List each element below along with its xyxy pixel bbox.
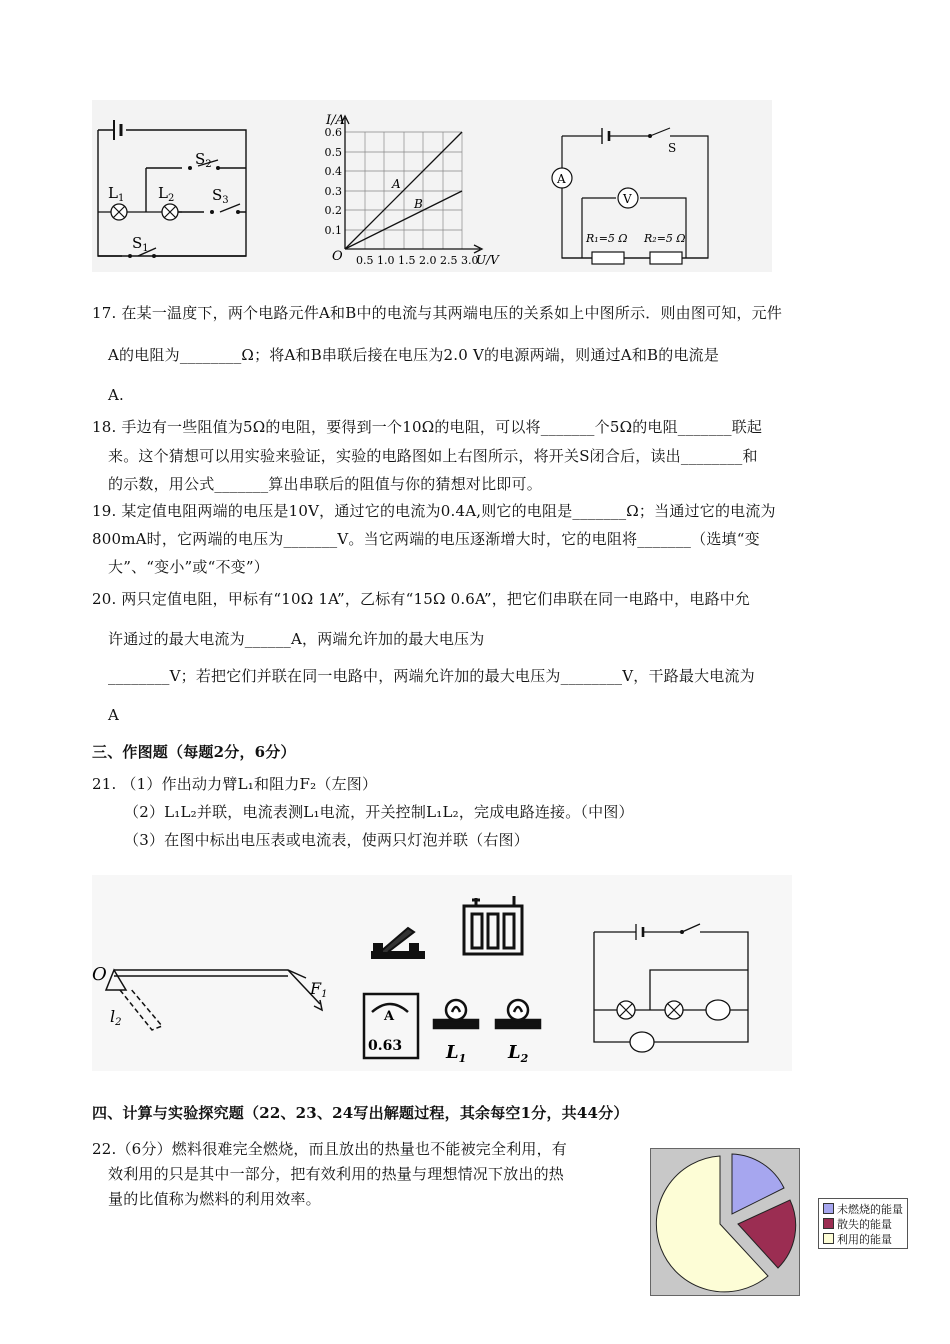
r2-label: R₂=5 Ω xyxy=(644,232,686,245)
meter-scale: 0.63 xyxy=(368,1038,403,1054)
y-tick-labels xyxy=(325,126,343,237)
knife-switch-icon xyxy=(372,928,424,958)
q20-line1: 20. 两只定值电阻，甲标有“10Ω 1A”，乙标有“15Ω 0.6A”，把它们串联在同一电路中，电路中允 xyxy=(92,590,751,608)
arm-l2-label: l2 xyxy=(110,1007,122,1028)
lamp-circuit-diagram xyxy=(586,920,756,1060)
circuit-diagram-left xyxy=(92,108,254,268)
svg-text:0.6: 0.6 xyxy=(324,126,342,139)
pie-chart xyxy=(650,1148,800,1296)
q21-part1: 21. （1）作出动力臂L₁和阻力F₂（左图） xyxy=(92,775,378,793)
q20-line3: ________V；若把它们并联在同一电路中，两端允许加的最大电压为________V，干路最大电流为 xyxy=(108,667,755,685)
ammeter-icon: A xyxy=(557,172,566,186)
line-b-label: B xyxy=(414,197,423,211)
x-axis-label: U/V xyxy=(476,253,499,267)
line-a-label: A xyxy=(392,177,401,191)
q22-line3: 量的比值称为燃料的利用效率。 xyxy=(108,1190,321,1208)
x-tick-labels: 0.5 1.0 1.5 2.0 2.5 3.0 xyxy=(356,254,479,267)
battery-icon xyxy=(464,896,522,954)
q22-line2: 效利用的只是其中一部分，把有效利用的热量与理想情况下放出的热 xyxy=(108,1165,565,1183)
lever-diagram xyxy=(92,950,342,1060)
voltmeter-icon: V xyxy=(623,192,632,206)
q20-line2: 许通过的最大电流为______A，两端允许加的最大电压为 xyxy=(108,630,485,648)
section4-heading: 四、计算与实验探究题（22、23、24写出解题过程，其余每空1分，共44分） xyxy=(92,1104,629,1122)
q19-line1: 19. 某定值电阻两端的电压是10V，通过它的电流为0.4A,则它的电阻是_______Ω；当通过它的电流为 xyxy=(92,502,776,520)
circuit-diagram-right xyxy=(546,118,716,268)
q21-part3: （3）在图中标出电压表或电流表，使两只灯泡并联（右图） xyxy=(124,831,529,849)
s2-label: $S_2$ xyxy=(195,150,212,170)
q17-line2: A的电阻为________Ω；将A和B串联后接在电压为2.0 V的电源两端，则通过A和B的电流是 xyxy=(108,346,720,364)
section3-heading: 三、作图题（每题2分，6分） xyxy=(92,743,296,761)
force-f1-label: F1 xyxy=(310,979,328,1000)
s3-label: $S_3$ xyxy=(212,186,229,206)
y-axis-label: I/A xyxy=(326,113,345,128)
l1-label: $L_1$ xyxy=(108,184,125,204)
l2-label: $L_2$ xyxy=(158,184,175,204)
lamp-l1-icon xyxy=(434,1000,478,1028)
q17-line3: A. xyxy=(108,386,125,404)
lamp-l1-label: $L_1$ xyxy=(446,1042,467,1065)
components-diagram xyxy=(360,890,550,1070)
q18-line1: 18. 手边有一些阻值为5Ω的电阻，要得到一个10Ω的电阻，可以将_______个5Ω的电阻_______联起 xyxy=(92,418,763,436)
switch-label: S xyxy=(668,141,677,155)
s1-label: $S_1$ xyxy=(132,234,149,254)
q22-line1: 22.（6分）燃料很难完全燃烧，而且放出的热量也不能被完全利用，有 xyxy=(92,1140,568,1158)
iu-graph xyxy=(312,110,502,270)
svg-text:0.3: 0.3 xyxy=(324,185,342,198)
legend-item-used: 利用的能量 xyxy=(823,1231,903,1246)
svg-text:0.4: 0.4 xyxy=(324,165,342,178)
q19-line3: 大”、“变小”或“不变”） xyxy=(108,558,269,576)
svg-text:0.5: 0.5 xyxy=(324,146,342,159)
q21-part2: （2）L₁L₂并联，电流表测L₁电流，开关控制L₁L₂，完成电路连接。（中图） xyxy=(124,803,634,821)
q18-line3: 的示数，用公式_______算出串联后的阻值与你的猜想对比即可。 xyxy=(108,475,542,493)
r1-label: R₁=5 Ω xyxy=(586,232,628,245)
lamp-l2-label: $L_2$ xyxy=(508,1042,529,1065)
lamp-l2-icon xyxy=(496,1000,540,1028)
pie-legend xyxy=(818,1198,908,1249)
pie-slice-unburned xyxy=(732,1154,784,1214)
q20-line4: A xyxy=(108,706,120,724)
svg-text:0.1: 0.1 xyxy=(324,224,342,237)
q18-line2: 来。这个猜想可以用实验来验证，实验的电路图如上右图所示，将开关S闭合后，读出________和 xyxy=(108,447,758,465)
meter-letter: A xyxy=(384,1009,395,1024)
svg-text:0.2: 0.2 xyxy=(324,204,342,217)
legend-item-lost: 散失的能量 xyxy=(823,1216,903,1231)
pivot-o-label: O xyxy=(92,964,107,985)
origin-label: O xyxy=(332,249,343,264)
q17-line1: 17. 在某一温度下，两个电路元件A和B中的电流与其两端电压的关系如上中图所示．则由图可知，元件 xyxy=(92,304,783,322)
legend-item-unburned: 未燃烧的能量 xyxy=(823,1201,903,1216)
q19-line2: 800mA时，它两端的电压为_______V。当它两端的电压逐渐增大时，它的电阻将_______（选填“变 xyxy=(92,530,760,548)
